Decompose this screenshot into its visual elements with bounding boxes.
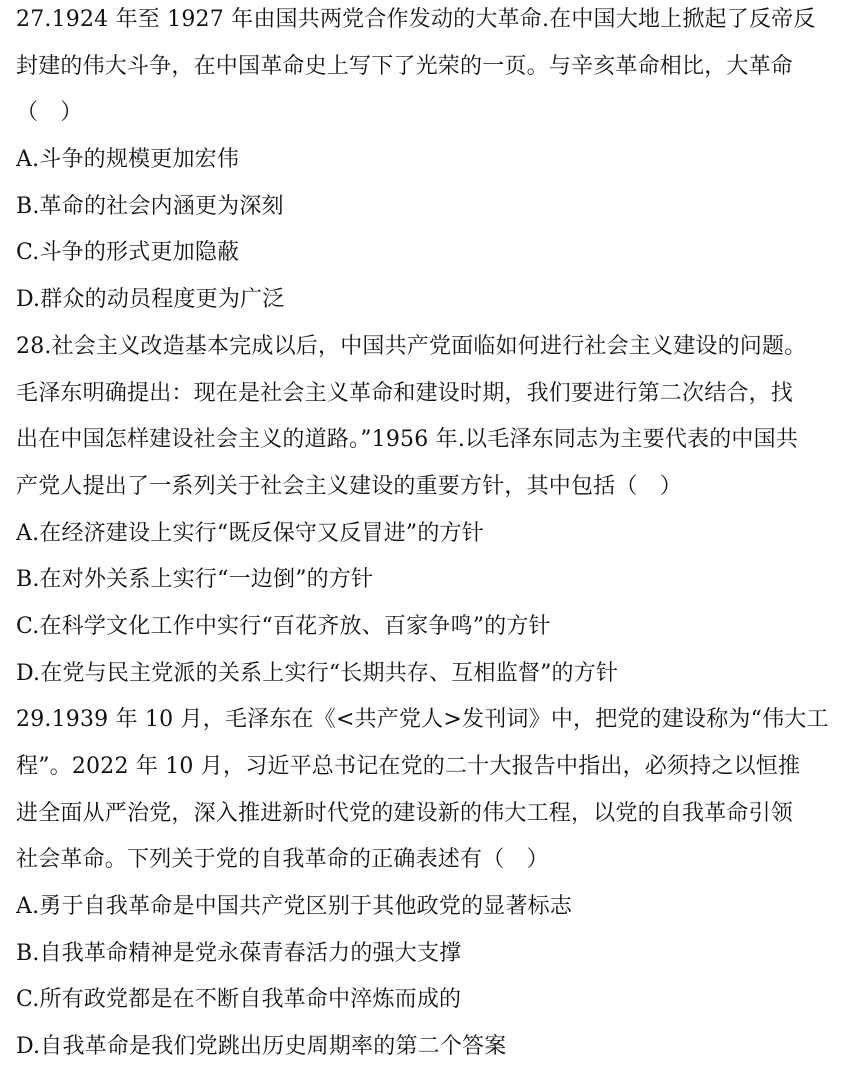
question-29-stem-line-1: 29.1939 年 10 月，毛泽东在《<共产党人>发刊词》中，把党的建设称为“伟大工 <box>16 707 829 733</box>
question-27-option-a: A.斗争的规模更加宏伟 <box>16 147 240 173</box>
question-27-stem-line-1: 27.1924 年至 1927 年由国共两党合作发动的大革命.在中国大地上掀起了反帝反 <box>16 7 816 32</box>
question-27-stem-line-3: （ ） <box>16 100 83 126</box>
question-28 <box>16 324 852 698</box>
question-29-option-a: A.勇于自我革命是中国共产党区别于其他政党的显著标志 <box>16 894 573 920</box>
question-28-option-c: C.在科学文化工作中实行“百花齐放、百家争鸣”的方针 <box>16 613 551 639</box>
question-28-stem-line-4: 产党人提出了一系列关于社会主义建设的重要方针，其中包括（ ） <box>16 473 683 499</box>
question-28-option-a: A.在经济建设上实行“既反保守又反冒进”的方针 <box>16 520 484 546</box>
question-28-stem-line-2: 毛泽东明确提出：现在是社会主义革命和建设时期，我们要进行第二次结合，找 <box>16 380 794 406</box>
question-27-option-b: B.革命的社会内涵更为深刻 <box>16 193 284 219</box>
question-28-stem-line-3: 出在中国怎样建设社会主义的道路。”1956 年.以毛泽东同志为主要代表的中国共 <box>16 427 799 453</box>
question-29-option-c: C.所有政党都是在不断自我革命中淬炼而成的 <box>16 987 462 1013</box>
question-28-option-d: D.在党与民主党派的关系上实行“长期共存、互相监督”的方针 <box>16 660 619 686</box>
question-27-option-d: D.群众的动员程度更为广泛 <box>16 287 285 313</box>
question-27-option-c: C.斗争的形式更加隐蔽 <box>16 240 240 266</box>
question-29-option-b: B.自我革命精神是党永葆青春活力的强大支撑 <box>16 940 462 966</box>
question-29 <box>16 697 852 1071</box>
question-29-stem-line-2: 程”。2022 年 10 月，习近平总书记在党的二十大报告中指出，必须持之以恒推 <box>16 754 801 779</box>
question-28-option-b: B.在对外关系上实行“一边倒”的方针 <box>16 567 374 593</box>
question-29-stem-line-3: 进全面从严治党，深入推进新时代党的建设新的伟大工程，以党的自我革命引领 <box>16 800 794 826</box>
question-29-option-d: D.自我革命是我们党跳出历史周期率的第二个答案 <box>16 1034 507 1060</box>
question-29-stem-line-4: 社会革命。下列关于党的自我革命的正确表述有（ ） <box>16 847 549 873</box>
question-27-stem-line-2: 封建的伟大斗争，在中国革命史上写下了光荣的一页。与辛亥革命相比，大革命 <box>16 53 794 79</box>
question-28-stem-line-1: 28.社会主义改造基本完成以后，中国共产党面临如何进行社会主义建设的问题。 <box>16 333 807 359</box>
question-27 <box>16 0 852 324</box>
